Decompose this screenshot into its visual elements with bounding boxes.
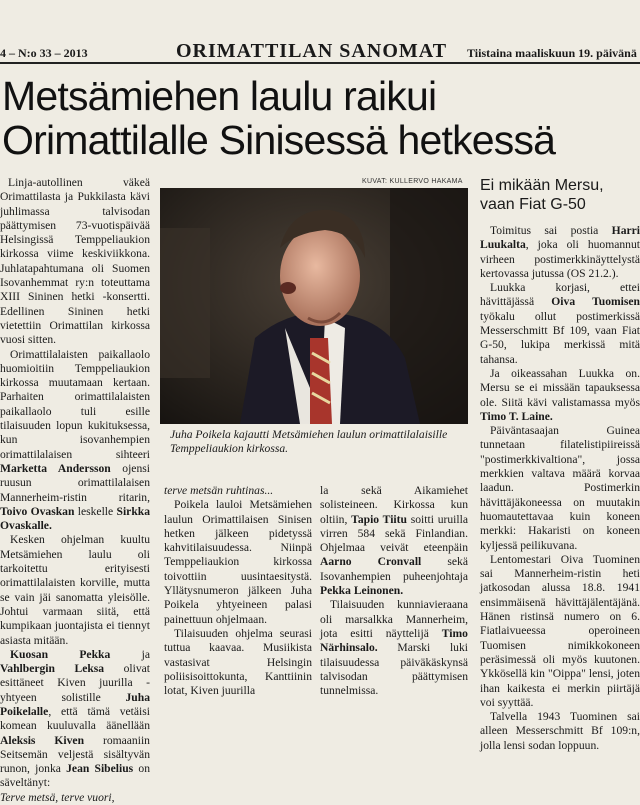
person-name: Timo T. Laine. (480, 409, 553, 423)
photo-credit: KUVAT: KULLERVO HAKAMA (362, 178, 463, 185)
article-headline (2, 74, 638, 162)
headline-line-2: Orimattilalle Sinisessä hetkessä (2, 117, 556, 163)
headline-line-1: Metsämiehen laulu raikui (2, 73, 437, 119)
paragraph: Orimattilalaisten paikallaolo huomioitiin Temppeliaukion kirkossa muutamaan kertaan. Parhaiten orimattilalaisten paikallaolo tuli esille tilaisuuden lopun kukituksessa, kun isovanhempien orimattilalaisen sihteeri Marketta Andersson ojensi ruusun orimattilalaisen Mannerheim-ristin ritarin, Toivo Ovaskan leskelle Sirkka Ovaskalle. (0, 347, 151, 533)
person-name: Vahlbergin Leksa (0, 662, 105, 676)
poem-line: Terve metsä, terve vuori, (0, 790, 115, 804)
paragraph: Tilaisuuden kunniavieraana oli marsalkka Mannerheim, jota esitti näyttelijä Timo Närhinsalo. Marski luki tilaisuudessa päiväkäskynsä talvisodan päättymisen tunnelmissa. (320, 598, 468, 698)
sidebar-headline: Ei mikään Mersu, vaan Fiat G-50 (480, 177, 604, 213)
person-name: Toivo Ovaskan (0, 504, 75, 518)
article-photo (160, 188, 468, 424)
paragraph: Linja-autollinen väkeä Orimattilasta ja Pukkilasta kävi juhlimassa talvisodan päättymisen 73-vuotispäivää Helsingissä Temppeliaukion kirkossa viime keskiviikkona. Juhlatapahtumana oli Suomen Isovanhemmat ry:n toteuttama XIII Sininen hetki -konsertti. Edellinen Sininen hetki vietettiin Orimattilan kirkossa vuosi sitten. (0, 176, 150, 347)
person-name: Oiva Tuomisen (551, 295, 640, 309)
paragraph: Poikela lauloi Metsämiehen laulun Orimattilaisen Sinisen hetken jälkeen pidetyssä kahvitilaisuudessa. Niinpä Temppeliaukion kirkossa toivottiin uusintaesitystä. Yllätysnumeron jälkeen Juha Poikela yhtyeineen palasi painettuun ohjelmaan. (164, 498, 312, 626)
paragraph: Talvella 1943 Tuominen sai alleen Messerschmitt Bf 109:n, jolla lensi sodan loppuun. (480, 710, 640, 752)
issue-number: 4 – N:o 33 – 2013 (0, 46, 88, 60)
paragraph: Lentomestari Oiva Tuominen sai Mannerheim-ristin heti jatkosodan alussa 18.8. 1941 ensimmäisenä hävittäjälentäjänä. Hänen ristinsä numero on 6. Fiatlaivueessa operoineen Tuomisen nimikkokoneen peräsimessä oli myös kuutonen. Ykkösellä kin "Oippa" lensi, joten ihan kaikesta ei merkin piirtäjä voi syyttää. (480, 552, 640, 709)
person-name: Kuosan Pekka (10, 647, 111, 661)
paper-name: ORIMATTILAN SANOMAT (176, 40, 448, 62)
person-name: Harri Luukalta (480, 224, 640, 252)
person-name: Aleksis Kiven (0, 733, 85, 747)
singer-photo-illustration (160, 188, 468, 424)
article-column-2 (164, 484, 312, 698)
person-name: Pekka Leinonen. (320, 584, 404, 598)
person-name: Tapio Tiitu (351, 512, 407, 526)
paragraph: Päiväntasaajan Guinea tunnetaan filatelistipiireissä "postimerkkivaltiona", jossa merkkien valtava määrä korvaa laadun. Postimerkin hävittäjäkoneessa on muutakin huomautettavaa kuin koneen merkki: Hakaristi on koneen kyljessä peilikuvana. (480, 424, 640, 552)
paragraph: Tilaisuuden ohjelma seurasi tuttua kaavaa. Musiikista vastasivat Helsingin poliisisoittokunta, Kanttiinin lotat, Kiven juurilla (164, 626, 312, 698)
paragraph: Ja oikeassahan Luukka on. Mersu se ei missään tapauksessa ole. Siitä kävi valistamassa myös Timo T. Laine. (480, 366, 640, 423)
masthead (0, 38, 640, 64)
article-column-1 (0, 176, 150, 805)
article-column-3 (320, 484, 468, 698)
photo-caption: Juha Poikela kajautti Metsämiehen laulun orimattilalaisille Temppeliaukion kirkossa. (170, 428, 448, 455)
person-name: Jean Sibelius (66, 762, 134, 776)
paragraph: Luukka korjasi, ettei hävittäjässä Oiva Tuomisen työkalu ollut postimerkissä Messerschmitt Bf 109, vaan Fiat G-50, lukipa merkissä mitä tahansa. (480, 281, 640, 366)
person-name: Sirkka Ovaskalle. (0, 504, 151, 533)
paragraph: Kesken ohjelman kuultu Metsämiehen laulu oli tarkoitettu erityisesti orimattilalaisten korville, mutta se vain jäi sanomatta yleisölle. Johtui varmaan siitä, että kumpikaan juontajista ei tiennyt asiasta mitään. (0, 533, 150, 647)
paragraph: Kuosan Pekka ja Vahlbergin Leksa olivat esittäneet Kiven juurilla -yhtyeen solistille Juha Poikelalle, että tämä vetäisi komean kuuluvalla äänellään Aleksis Kiven romaaniin Seitsemän veljestä sisältyvän runon, jonka Jean Sibelius on säveltänyt: (0, 647, 150, 790)
person-name: Aarno Cronvall (320, 555, 422, 569)
issue-date: Tiistaina maaliskuun 19. päivänä (467, 46, 637, 60)
person-name: Juha Poikelalle (0, 690, 150, 718)
paragraph: la sekä Aikamiehet solisteineen. Kirkossa kun oltiin, Tapio Tiitu soitti uruilla virren 584 sekä Finlandian. Ohjelmaa veivät eteenpäin Aarno Cronvall sekä Isovanhempien puheenjohtaja Pekka Leinonen. (320, 484, 468, 598)
person-name: Marketta Andersson (0, 461, 111, 475)
poem-line: terve metsän ruhtinas... (164, 484, 274, 497)
sidebar-column (480, 224, 640, 753)
person-name: Timo Närhinsalo. (320, 626, 468, 655)
paragraph: Toimitus sai postia Harri Luukalta, joka oli huomannut virheen postimerkkinäyttelystä kertovassa jutussa (OS 21.2.). (480, 224, 640, 280)
